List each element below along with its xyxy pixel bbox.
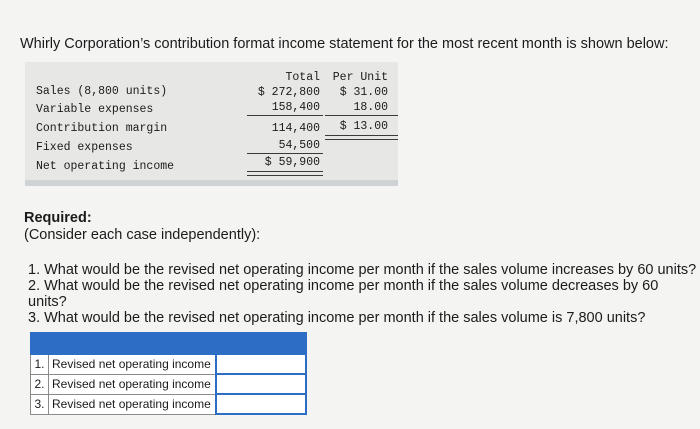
total-fixed-line (247, 153, 323, 154)
total-variable-expenses: 158,400 (271, 101, 320, 114)
unit-contribution-margin: $ 13.00 (339, 120, 388, 133)
answer-label: Revised net operating income (49, 354, 217, 374)
answer-input-2[interactable] (217, 376, 305, 393)
required-section (24, 210, 260, 244)
unit-double-underline (325, 135, 398, 140)
answer-number: 3. (31, 394, 49, 414)
total-contribution-margin: 114,400 (271, 122, 320, 135)
answer-table (30, 332, 307, 415)
answer-table-header (31, 333, 307, 355)
required-note: (Consider each case independently): (24, 227, 261, 243)
answer-number: 2. (31, 374, 49, 394)
total-fixed-expenses: 54,500 (278, 139, 320, 152)
total-sales: $ 272,800 (257, 86, 320, 99)
answer-label: Revised net operating income (49, 374, 217, 394)
total-subtotal-line (247, 115, 323, 116)
answer-row (31, 394, 307, 414)
statement-row-labels (36, 84, 174, 176)
total-double-underline (247, 171, 323, 176)
answer-number: 1. (31, 354, 49, 374)
row-label-sales: Sales (8,800 units) (36, 85, 168, 98)
answer-label: Revised net operating income (49, 394, 217, 414)
row-label-contribution-margin: Contribution margin (36, 122, 168, 135)
total-header: Total (285, 71, 320, 84)
question-3: 3. What would be the revised net operating income per month if the sales volume is 7,800 units? (28, 310, 646, 326)
row-label-net-operating-income: Net operating income (36, 160, 175, 173)
income-statement (25, 62, 398, 186)
question-1: 1. What would be the revised net operating income per month if the sales volume increases by 60 units? (28, 262, 697, 278)
required-title: Required: (24, 210, 92, 226)
questions-list (28, 262, 700, 326)
answer-input-3[interactable] (217, 396, 305, 413)
intro-text: Whirly Corporation’s contribution format income statement for the most recent month is shown below: (20, 36, 669, 52)
row-label-fixed-expenses: Fixed expenses (36, 141, 133, 154)
unit-variable-expenses: 18.00 (353, 101, 388, 114)
answer-input-1[interactable] (217, 356, 305, 373)
unit-sales: $ 31.00 (339, 86, 388, 99)
row-label-variable-expenses: Variable expenses (36, 103, 154, 116)
question-2: 2. What would be the revised net operating income per month if the sales volume decreases by 60 units? (28, 278, 659, 310)
unit-header: Per Unit (332, 71, 388, 84)
answer-row (31, 354, 307, 374)
answer-row (31, 374, 307, 394)
total-net-operating-income: $ 59,900 (264, 156, 320, 169)
unit-subtotal-line (325, 115, 398, 116)
